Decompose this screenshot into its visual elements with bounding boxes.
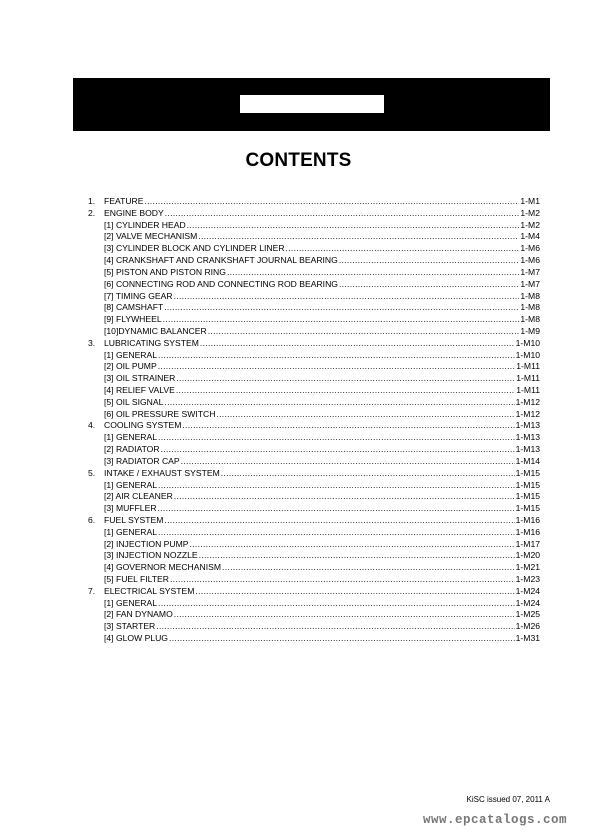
toc-entry-label: INTAKE / EXHAUST SYSTEM [104,467,220,478]
toc-entry-label: [4] CRANKSHAFT AND CRANKSHAFT JOURNAL BEARING [104,255,338,266]
toc-entry-label: [2] OIL PUMP [104,361,157,372]
toc-entry-label: [1] GENERAL [104,526,158,537]
toc-entry-page: 1-M6 [520,243,540,254]
toc-entry-page: 1-M31 [515,633,540,644]
toc-leader-dots [221,468,515,480]
toc-leader-dots [199,550,515,562]
toc-leader-dots [339,279,519,291]
toc-entry-page: 1-M7 [520,266,540,277]
toc-entry-label: [4] GOVERNOR MECHANISM [104,562,221,573]
toc-entry-label: [3] MUFFLER [104,503,157,514]
toc-entry-label: [1] GENERAL [104,432,158,443]
toc-leader-dots [174,491,515,503]
toc-entry-page: 1-M4 [520,231,540,242]
toc-entry-label: [3] STARTER [104,621,156,632]
toc-entry-page: 1-M24 [515,585,540,596]
toc-entry-label: [3] OIL STRAINER [104,373,176,384]
toc-leader-dots [165,208,520,220]
toc-entry-label: [6] CONNECTING ROD AND CONNECTING ROD BEARING [104,278,338,289]
toc-entry[interactable] [88,338,540,350]
toc-leader-dots [161,444,515,456]
toc-entry[interactable] [88,420,540,432]
toc-entry-page: 1-M2 [520,207,540,218]
toc-leader-dots [174,609,515,621]
toc-entry[interactable] [88,432,540,444]
toc-entry-page: 1-M25 [515,609,540,620]
toc-entry-label: [2] AIR CLEANER [104,491,173,502]
toc-entry[interactable] [88,361,540,373]
toc-entry-page: 1-M16 [515,526,540,537]
page-title: CONTENTS [245,150,352,171]
toc-leader-dots [181,456,515,468]
toc-entry-label: [4] RELIEF VALVE [104,385,175,395]
toc-entry-page: 1-M10 [515,337,540,348]
toc-entry-page: 1-M15 [515,503,540,514]
toc-entry[interactable] [88,208,540,220]
toc-entry-label: [5] OIL SIGNAL [104,396,164,407]
toc-entry-label: [3] INJECTION NOZZLE [104,550,198,561]
toc-entry-label: [2] VALVE MECHANISM [104,231,198,242]
toc-leader-dots [208,326,520,338]
toc-leader-dots [227,267,519,279]
toc-leader-dots [182,420,514,432]
toc-entry-label: ELECTRICAL SYSTEM [104,585,195,596]
toc-entry[interactable] [88,255,540,267]
toc-entry-number: 3. [88,337,96,348]
toc-entry-label: FUEL SYSTEM [104,514,164,525]
toc-entry-label: [6] OIL PRESSURE SWITCH [104,408,216,419]
toc-entry-page: 1-M12 [515,408,540,419]
toc-leader-dots [158,503,515,515]
toc-leader-dots [176,385,515,397]
toc-entry-page: 1-M11 [516,373,540,384]
toc-entry-page: 1-M24 [515,597,540,608]
toc-entry-label: [1] CYLINDER HEAD [104,219,186,230]
toc-entry-number: 5. [88,467,96,478]
toc-entry[interactable] [88,456,540,468]
issue-note: KiSC issued 07, 2011 A [466,795,550,804]
toc-entry[interactable] [88,598,540,610]
toc-entry-label: [5] FUEL FILTER [104,574,169,584]
toc-leader-dots [190,539,515,551]
toc-leader-dots [198,231,519,243]
toc-entry-page: 1-M13 [515,432,540,443]
toc-entry-page: 1-M6 [520,255,540,266]
toc-entry[interactable] [88,314,540,326]
toc-leader-dots [158,350,515,362]
toc-entry-label: [2] FAN DYNAMO [104,609,173,620]
toc-leader-dots [158,480,515,492]
toc-leader-dots [187,220,520,232]
toc-leader-dots [222,562,515,574]
toc-entry[interactable] [88,586,540,598]
toc-entry[interactable] [88,220,540,232]
toc-entry-page: 1-M1 [520,196,540,206]
toc-entry-label: COOLING SYSTEM [104,420,182,431]
toc-entry-page: 1-M15 [515,467,540,478]
toc-leader-dots [158,361,516,373]
toc-entry-page: 1-M15 [515,479,540,490]
toc-entry-page: 1-M13 [515,444,540,455]
toc-leader-dots [164,515,514,527]
toc-leader-dots [200,338,515,350]
toc-leader-dots [176,373,515,385]
toc-leader-dots [216,409,514,421]
toc-entry[interactable] [88,350,540,362]
toc-entry-number: 2. [88,207,96,218]
toc-leader-dots [169,633,515,645]
toc-entry-page: 1-M23 [515,574,540,584]
toc-entry-page: 1-M20 [515,550,540,561]
toc-entry[interactable] [88,267,540,279]
toc-leader-dots [170,574,515,586]
toc-entry-number: 4. [88,420,96,431]
toc-entry[interactable] [88,385,540,397]
toc-leader-dots [195,586,514,598]
toc-entry-label: LUBRICATING SYSTEM [104,337,199,348]
toc-entry-page: 1-M9 [520,325,540,336]
toc-entry[interactable] [88,279,540,291]
toc-leader-dots [164,302,519,314]
toc-entry-number: 7. [88,585,96,596]
banner-label-box [240,95,384,113]
toc-entry-page: 1-M8 [520,314,540,325]
toc-entry[interactable] [88,621,540,633]
toc-entry-label: [5] PISTON AND PISTON RING [104,266,226,277]
toc-entry[interactable] [88,444,540,456]
toc-entry-page: 1-M11 [516,361,540,372]
toc-entry[interactable] [88,539,540,551]
toc-entry[interactable] [88,196,540,208]
toc-entry[interactable] [88,468,540,480]
toc-entry-page: 1-M8 [520,290,540,301]
toc-entry[interactable] [88,231,540,243]
toc-entry[interactable] [88,480,540,492]
toc-entry-page: 1-M12 [515,396,540,407]
toc-entry-page: 1-M10 [515,349,540,360]
toc-entry[interactable] [88,633,540,645]
toc-entry[interactable] [88,243,540,255]
toc-entry[interactable] [88,291,540,303]
toc-entry-page: 1-M2 [520,219,540,230]
toc-leader-dots [158,432,515,444]
toc-entry-label: FEATURE [104,196,144,206]
toc-entry-page: 1-M26 [515,621,540,632]
toc-entry[interactable] [88,491,540,503]
toc-entry-page: 1-M16 [515,514,540,525]
toc-entry-label: [1] GENERAL [104,349,158,360]
toc-entry-label: [7] TIMING GEAR [104,290,173,301]
toc-entry-label: ENGINE BODY [104,207,164,218]
toc-entry-label: [1] GENERAL [104,479,158,490]
toc-entry-label: [10]DYNAMIC BALANCER [104,325,207,336]
toc-leader-dots [286,243,520,255]
toc-leader-dots [174,291,520,303]
header-banner [73,78,550,131]
toc-entry[interactable] [88,515,540,527]
toc-leader-dots [164,397,514,409]
table-of-contents [88,196,540,645]
toc-entry-page: 1-M13 [515,420,540,431]
toc-entry-label: [3] RADIATOR CAP [104,455,180,466]
toc-entry[interactable] [88,409,540,421]
toc-entry-label: [2] INJECTION PUMP [104,538,189,549]
toc-entry-page: 1-M14 [515,455,540,466]
toc-entry-label: [9] FLYWHEEL [104,314,162,325]
toc-entry[interactable] [88,326,540,338]
toc-entry[interactable] [88,302,540,314]
toc-entry-label: [1] GENERAL [104,597,158,608]
toc-leader-dots [156,621,514,633]
toc-entry-page: 1-M17 [515,538,540,549]
toc-entry[interactable] [88,550,540,562]
toc-entry[interactable] [88,574,540,586]
toc-entry-number: 1. [88,196,96,206]
toc-entry-page: 1-M8 [520,302,540,313]
watermark-url: www.epcatalogs.com [422,813,567,827]
toc-entry-page: 1-M15 [515,491,540,502]
toc-entry-number: 6. [88,514,96,525]
toc-leader-dots [158,598,515,610]
toc-entry[interactable] [88,527,540,539]
toc-entry[interactable] [88,609,540,621]
toc-entry-label: [4] GLOW PLUG [104,633,168,644]
toc-leader-dots [163,314,520,326]
toc-leader-dots [144,196,519,208]
toc-leader-dots [158,527,515,539]
toc-entry[interactable] [88,397,540,409]
toc-entry[interactable] [88,373,540,385]
toc-entry[interactable] [88,503,540,515]
toc-entry-label: [8] CAMSHAFT [104,302,164,313]
toc-leader-dots [339,255,520,267]
toc-entry-page: 1-M7 [520,278,540,289]
toc-entry-page: 1-M21 [515,562,540,573]
toc-entry-label: [3] CYLINDER BLOCK AND CYLINDER LINER [104,243,285,254]
toc-entry-label: [2] RADIATOR [104,444,160,455]
toc-entry[interactable] [88,562,540,574]
toc-entry-page: 1-M11 [516,385,540,395]
